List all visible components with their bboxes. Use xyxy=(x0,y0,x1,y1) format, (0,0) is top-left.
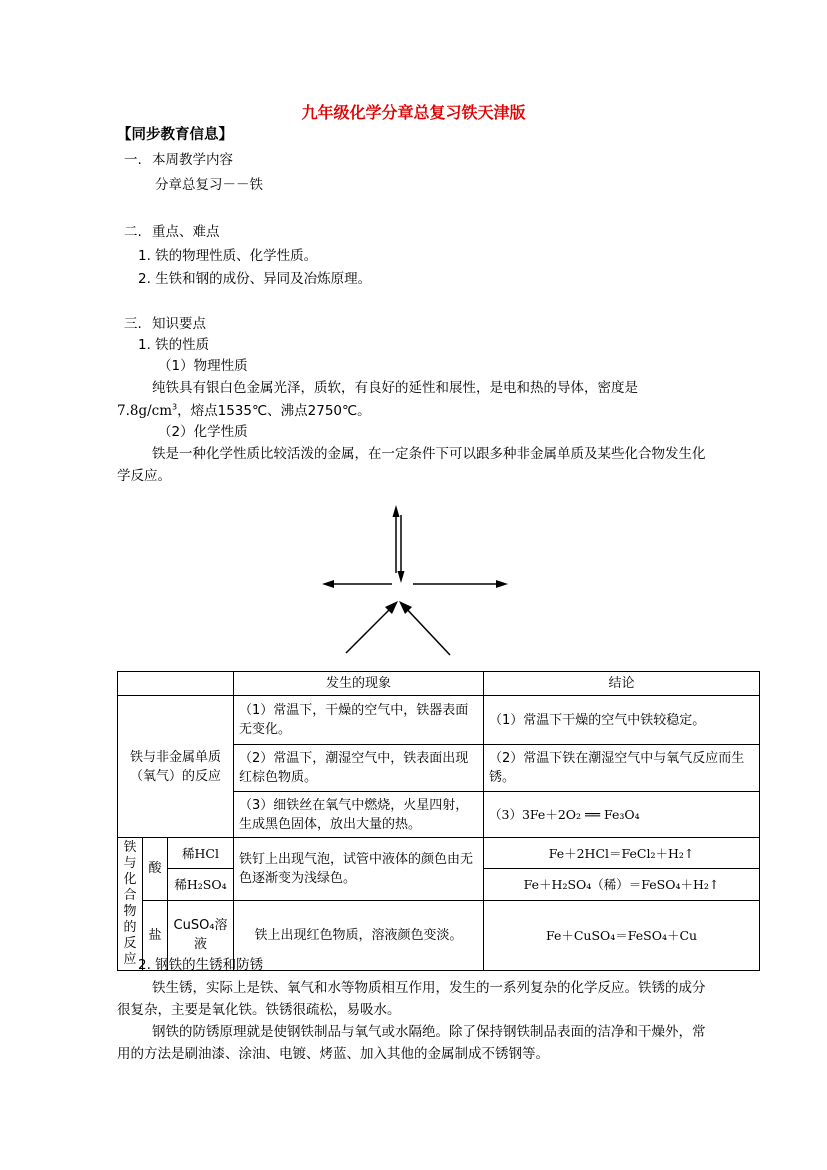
section-2-number: 二. xyxy=(124,224,142,240)
section-1-label: 本周教学内容 xyxy=(152,152,233,168)
acid-label: 酸 xyxy=(143,838,168,901)
section-3-label: 知识要点 xyxy=(152,316,206,332)
diagram-arrows xyxy=(326,509,504,655)
salt-equation: Fe＋CuSO₄＝FeSO₄＋Cu xyxy=(484,900,760,970)
physical-properties-text: 纯铁具有银白色金属光泽，质软，有良好的延性和展性，是电和热的导体，密度是 xyxy=(152,380,638,396)
density-value: 7.8g/cm xyxy=(117,403,173,419)
salt-phenomenon: 铁上出现红色物质，溶液颜色变淡。 xyxy=(234,900,484,970)
subsection-rust: 2. 钢铁的生锈和防锈 xyxy=(138,957,264,973)
table-row xyxy=(118,696,760,745)
nonmetal-reaction-label: 铁与非金属单质（氧气）的反应 xyxy=(118,696,234,838)
arrow-lower-left-line xyxy=(346,605,394,653)
header-conclusion: 结论 xyxy=(484,672,760,696)
melting-boiling-points: ，熔点1535℃、沸点2750℃。 xyxy=(177,403,371,419)
phenomenon-cell: （2）常温下，潮湿空气中，铁表面出现红棕色物质。 xyxy=(234,745,484,792)
section-3-number: 三. xyxy=(124,316,142,332)
reaction-arrow-diagram xyxy=(0,495,827,660)
arrowhead-up xyxy=(393,505,400,517)
table-row xyxy=(118,838,760,869)
diagram-arrowheads xyxy=(322,505,508,614)
salt-name: CuSO₄溶液 xyxy=(168,900,234,970)
conclusion-cell: （1）常温下干燥的空气中铁较稳定。 xyxy=(484,696,760,745)
table-header-blank xyxy=(118,672,234,696)
phenomenon-cell: （1）常温下，干燥的空气中，铁器表面无变化。 xyxy=(234,696,484,745)
salt-label: 盐 xyxy=(143,900,168,970)
acid-phenomenon: 铁钉上出现气泡，试管中液体的颜色由无色逐渐变为浅绿色。 xyxy=(234,838,484,901)
phenomenon-cell: （3）细铁丝在氧气中燃烧，火星四射，生成黑色固体，放出大量的热。 xyxy=(234,792,484,838)
table-header-row xyxy=(118,672,760,696)
conclusion-cell: （3）3Fe＋2O₂ ══ Fe₃O₄ xyxy=(484,792,760,838)
acid-h2so4-equation: Fe＋H₂SO₄（稀）＝FeSO₄＋H₂↑ xyxy=(484,869,760,900)
header-phenomenon: 发生的现象 xyxy=(234,672,484,696)
section-2-item: 1. 铁的物理性质、化学性质。 xyxy=(138,248,318,264)
rust-paragraph: 铁生锈，实际上是铁、氧气和水等物质相互作用，发生的一系列复杂的化学反应。铁锈的成分很复杂，主要是氧化铁。铁锈很疏松，易吸水。 xyxy=(117,980,706,1018)
density-unit-exponent: 3 xyxy=(172,402,178,412)
chemical-properties-text: 铁是一种化学性质比较活泼的金属，在一定条件下可以跟多种非金属单质及某些化合物发生化学反应。 xyxy=(117,446,706,484)
chemical-properties-label: （2）化学性质 xyxy=(158,424,248,440)
compound-reaction-label: 铁与化合物的反应 xyxy=(123,840,137,967)
document-title: 九年级化学分章总复习铁天津版 xyxy=(301,103,526,122)
arrowhead-left xyxy=(322,580,334,588)
arrowhead-right xyxy=(496,580,508,588)
section-2-label: 重点、难点 xyxy=(152,224,220,240)
acid-hcl: 稀HCl xyxy=(168,838,234,869)
iron-reaction-table xyxy=(117,671,760,971)
arrow-lower-right-line xyxy=(403,605,450,655)
section-2-item: 2. 生铁和钢的成份、异同及冶炼原理。 xyxy=(138,271,372,287)
compound-reaction-label-cell xyxy=(118,838,143,971)
conclusion-cell: （2）常温下铁在潮湿空气中与氧气反应而生锈。 xyxy=(484,745,760,792)
acid-h2so4: 稀H₂SO₄ xyxy=(168,869,234,900)
subsection-iron-properties: 1. 铁的性质 xyxy=(138,337,210,353)
section-heading: 【同步教育信息】 xyxy=(117,127,233,143)
section-1-number: 一. xyxy=(124,152,142,168)
physical-properties-text-cont xyxy=(117,402,371,420)
arrowhead-down xyxy=(398,571,405,583)
section-1-content: 分章总复习－－铁 xyxy=(155,177,263,193)
physical-properties-label: （1）物理性质 xyxy=(158,358,248,374)
acid-hcl-equation: Fe＋2HCl＝FeCl₂＋H₂↑ xyxy=(484,838,760,869)
rust-prevention-paragraph: 钢铁的防锈原理就是使钢铁制品与氧气或水隔绝。除了保持钢铁制品表面的洁净和干燥外，常用的方法是刷油漆、涂油、电镀、烤蓝、加入其他的金属制成不锈钢等。 xyxy=(117,1024,706,1062)
